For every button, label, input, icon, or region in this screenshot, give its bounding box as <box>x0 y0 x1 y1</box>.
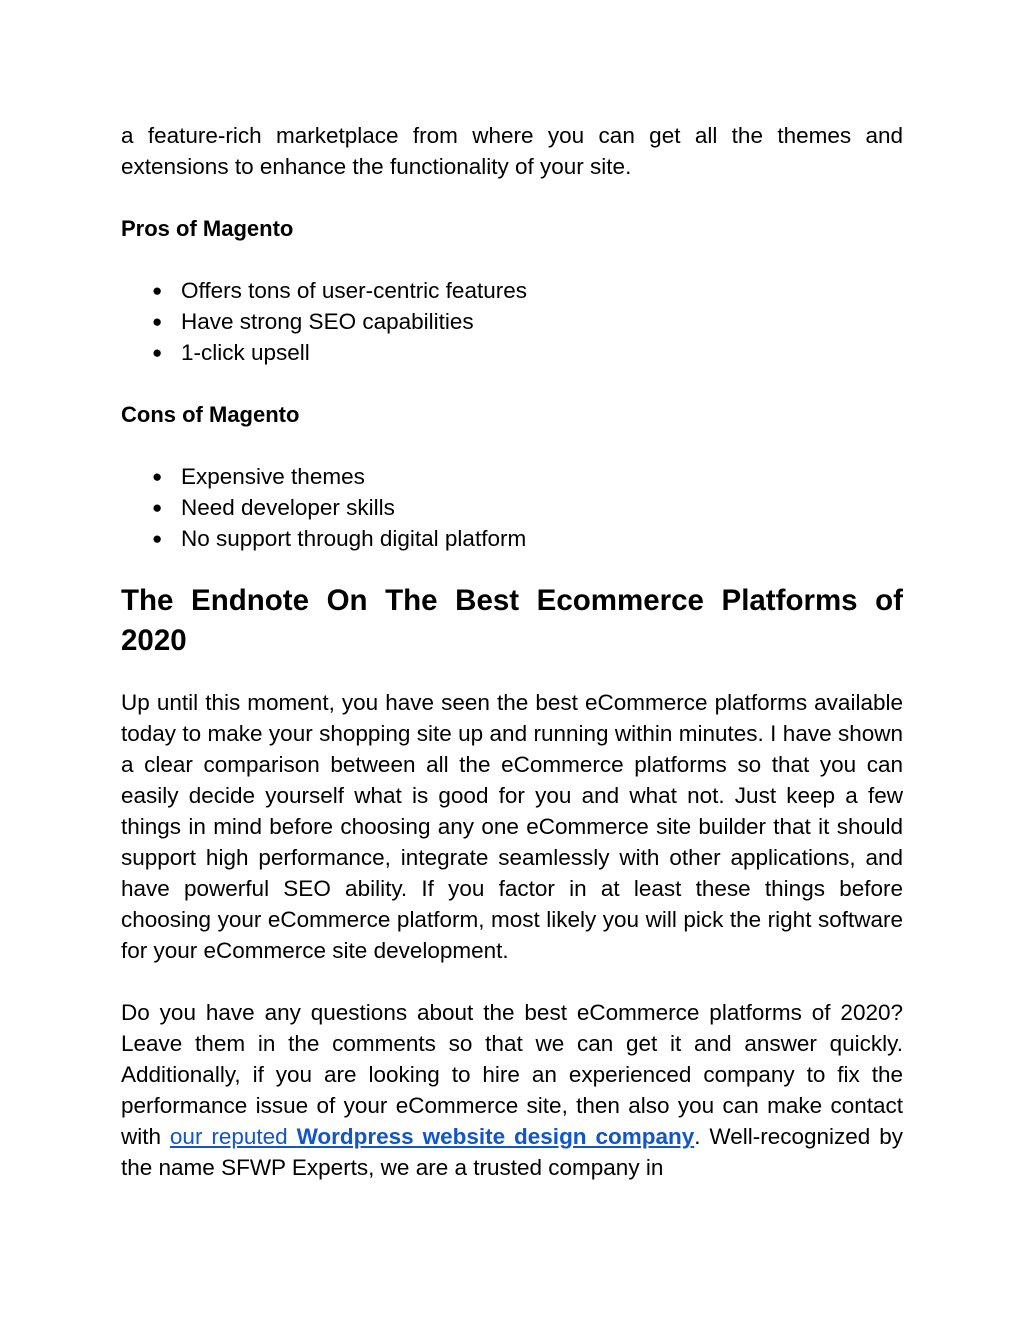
spacer <box>121 368 903 399</box>
bullet-icon: ● <box>152 498 163 517</box>
bullet-icon: ● <box>152 467 163 486</box>
list-item-text: Offers tons of user-centric features <box>181 278 527 303</box>
intro-paragraph: a feature-rich marketplace from where you can get all the themes and extensions to enhance the functionality of your site. <box>121 123 903 179</box>
endnote-paragraph-2 <box>121 997 903 1183</box>
bullet-icon: ● <box>152 529 163 548</box>
list-item-text: No support through digital platform <box>181 526 527 551</box>
spacer <box>121 430 903 461</box>
list-item <box>121 306 903 337</box>
spacer <box>121 182 903 213</box>
list-item-text: 1-click upsell <box>181 340 310 365</box>
cons-list <box>121 461 903 554</box>
endnote-heading: The Endnote On The Best Ecommerce Platforms of 2020 <box>121 584 903 657</box>
link-text-plain: our reputed <box>169 1124 297 1149</box>
company-link[interactable] <box>170 1124 694 1149</box>
list-item-text: Expensive themes <box>181 464 365 489</box>
pros-list <box>121 275 903 368</box>
list-item-text: Need developer skills <box>181 495 395 520</box>
bullet-icon: ● <box>152 281 163 300</box>
spacer <box>121 966 903 997</box>
list-item <box>121 275 903 306</box>
list-item <box>121 337 903 368</box>
list-item <box>121 523 903 554</box>
bullet-icon: ● <box>152 312 163 331</box>
document-page <box>121 120 903 1183</box>
cons-heading: Cons of Magento <box>121 402 300 427</box>
spacer <box>121 661 903 687</box>
link-text-bold: Wordpress website design company <box>296 1124 695 1149</box>
spacer <box>121 554 903 581</box>
endnote-paragraph-1: Up until this moment, you have seen the best eCommerce platforms available today to make your shopping site up and running within minutes. I have shown a clear comparison between all the eCommerce platforms so that you can easily decide yourself what is good for you and what not. Just keep a few things in mind before choosing any one eCommerce site builder that it should support high performance, integrate seamlessly with other applications, and have powerful SEO ability. If you factor in at least these things before choosing your eCommerce platform, most likely you will pick the right software for your eCommerce site development. <box>121 690 903 963</box>
pros-heading: Pros of Magento <box>121 216 294 241</box>
list-item <box>121 492 903 523</box>
bullet-icon: ● <box>152 343 163 362</box>
list-item <box>121 461 903 492</box>
list-item-text: Have strong SEO capabilities <box>181 309 474 334</box>
paragraph-text: . Well-recognized by the name SFWP Experts, we are a trusted company in <box>121 1124 903 1180</box>
paragraph-text: Do you have any questions about the best eCommerce platforms of 2020? Leave them in the comments so that we can get it and answer quickly. Additionally, if you are looking to hire an experienced company to fix the performance issue of your eCommerce site, then also you can make contact with <box>121 1000 903 1149</box>
spacer <box>121 244 903 275</box>
